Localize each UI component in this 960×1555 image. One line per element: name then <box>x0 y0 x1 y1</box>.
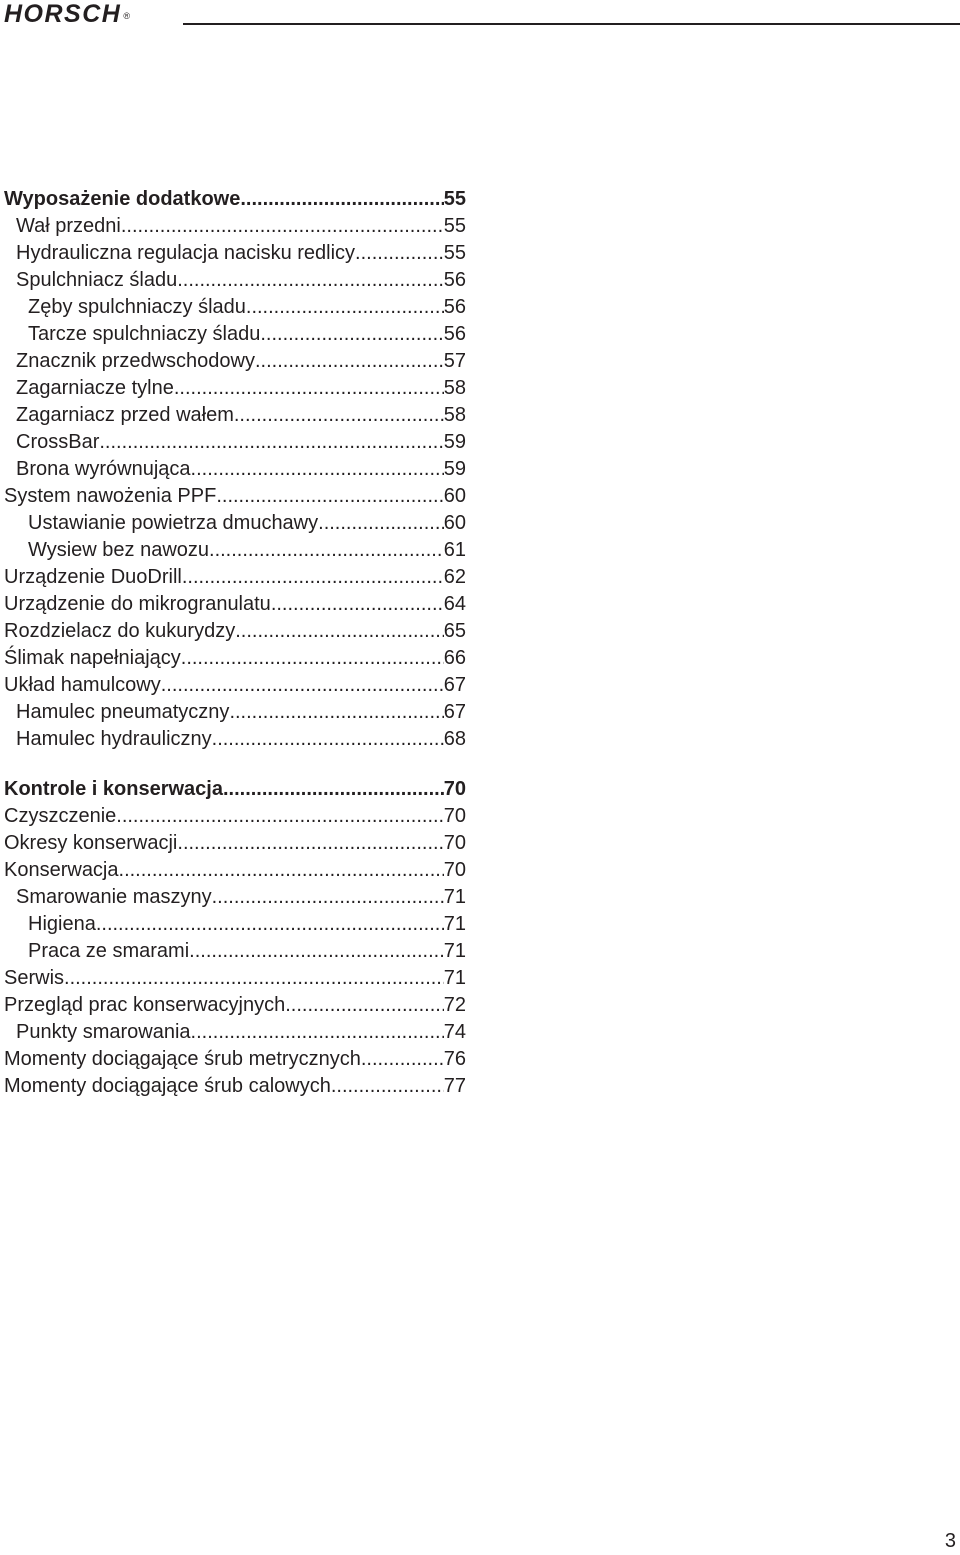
toc-leader-dots <box>64 965 444 992</box>
page-header <box>0 0 960 34</box>
table-of-contents <box>4 186 466 1100</box>
toc-entry[interactable] <box>4 456 466 483</box>
toc-leader-dots <box>216 483 443 510</box>
toc-entry-page[interactable]: 61 <box>443 539 466 561</box>
toc-entry[interactable] <box>4 294 466 321</box>
toc-leader-dots <box>285 992 444 1019</box>
toc-entry-label[interactable]: Okresy konserwacji <box>4 832 178 854</box>
toc-entry-label[interactable]: Higiena <box>28 913 96 935</box>
toc-entry-label[interactable]: CrossBar <box>16 431 100 453</box>
toc-leader-dots <box>177 267 444 294</box>
toc-entry-page[interactable]: 68 <box>443 728 466 750</box>
toc-leader-dots <box>189 938 444 965</box>
toc-entry-label[interactable]: Spulchniacz śladu <box>16 269 178 291</box>
toc-leader-dots <box>235 618 444 645</box>
toc-entry-page[interactable]: 65 <box>443 620 466 642</box>
page-number: 3 <box>944 1530 956 1552</box>
toc-entry-label[interactable]: Smarowanie maszyny <box>16 886 212 908</box>
toc-entry[interactable] <box>4 672 466 699</box>
toc-entry[interactable] <box>4 830 466 857</box>
toc-entry-label[interactable]: Znacznik przedwschodowy <box>16 350 255 372</box>
toc-entry-page[interactable]: 71 <box>443 913 466 935</box>
toc-entry-label[interactable]: Zagarniacze tylne <box>16 377 174 399</box>
toc-entry-label[interactable]: Wyposażenie dodatkowe <box>4 188 241 210</box>
toc-entry[interactable] <box>4 618 466 645</box>
toc-leader-dots <box>181 645 444 672</box>
toc-leader-dots <box>174 375 444 402</box>
toc-leader-dots <box>229 699 443 726</box>
registered-mark: ® <box>123 11 132 21</box>
toc-entry-page[interactable]: 67 <box>443 674 466 696</box>
toc-leader-dots <box>119 857 444 884</box>
toc-leader-dots <box>177 830 443 857</box>
toc-entry-page[interactable]: 71 <box>443 940 466 962</box>
toc-entry-label[interactable]: System nawożenia PPF <box>4 485 217 507</box>
toc-entry-label[interactable]: Praca ze smarami <box>28 940 190 962</box>
toc-entry-page[interactable]: 60 <box>443 485 466 507</box>
horsch-logo <box>4 0 131 28</box>
toc-entry[interactable] <box>4 776 466 803</box>
toc-entry-page[interactable]: 64 <box>443 593 466 615</box>
toc-entry-page[interactable]: 77 <box>443 1075 466 1097</box>
toc-entry-label[interactable]: Brona wyrównująca <box>16 458 191 480</box>
toc-entry-page[interactable]: 60 <box>443 512 466 534</box>
toc-entry-page[interactable]: 66 <box>443 647 466 669</box>
toc-entry[interactable] <box>4 375 466 402</box>
toc-leader-dots <box>116 803 443 830</box>
toc-section <box>4 186 466 753</box>
toc-entry-label[interactable]: Hydrauliczna regulacja nacisku redlicy <box>16 242 356 264</box>
toc-leader-dots <box>223 776 444 803</box>
toc-entry-page[interactable]: 71 <box>443 886 466 908</box>
toc-entry-label[interactable]: Rozdzielacz do kukurydzy <box>4 620 236 642</box>
toc-entry-page[interactable]: 55 <box>443 242 466 264</box>
toc-entry-page[interactable]: 76 <box>443 1048 466 1070</box>
toc-entry[interactable] <box>4 564 466 591</box>
toc-leader-dots <box>260 321 443 348</box>
toc-leader-dots <box>240 186 443 213</box>
toc-section <box>4 776 466 1100</box>
toc-entry-label[interactable]: Przegląd prac konserwacyjnych <box>4 994 286 1016</box>
toc-entry[interactable] <box>4 645 466 672</box>
toc-entry-label[interactable]: Ślimak napełniający <box>4 647 181 669</box>
toc-entry[interactable] <box>4 965 466 992</box>
header-rule <box>183 23 960 25</box>
toc-entry[interactable] <box>4 483 466 510</box>
toc-entry-label[interactable]: Momenty dociągające śrub metrycznych <box>4 1048 361 1070</box>
toc-entry-page[interactable]: 56 <box>443 296 466 318</box>
toc-entry[interactable] <box>4 726 466 753</box>
toc-leader-dots <box>182 564 444 591</box>
toc-entry-page[interactable]: 56 <box>443 269 466 291</box>
toc-entry-page[interactable]: 59 <box>443 458 466 480</box>
toc-entry[interactable] <box>4 240 466 267</box>
toc-entry-label[interactable]: Tarcze spulchniaczy śladu <box>28 323 261 345</box>
toc-entry-page[interactable]: 58 <box>443 404 466 426</box>
toc-entry-label[interactable]: Serwis <box>4 967 65 989</box>
toc-entry[interactable] <box>4 348 466 375</box>
brand-name: HORSCH <box>4 0 122 28</box>
toc-entry-page[interactable]: 70 <box>443 859 466 881</box>
toc-entry-label[interactable]: Zagarniacz przed wałem <box>16 404 234 426</box>
toc-leader-dots <box>234 402 444 429</box>
toc-leader-dots <box>191 1019 444 1046</box>
toc-entry-page[interactable]: 70 <box>443 778 466 800</box>
toc-entry[interactable] <box>4 1019 466 1046</box>
toc-entry[interactable] <box>4 699 466 726</box>
toc-leader-dots <box>246 294 444 321</box>
toc-entry[interactable] <box>4 321 466 348</box>
toc-entry-label[interactable]: Zęby spulchniaczy śladu <box>28 296 246 318</box>
toc-entry[interactable] <box>4 884 466 911</box>
toc-entry-page[interactable]: 58 <box>443 377 466 399</box>
toc-entry-page[interactable]: 55 <box>443 188 466 210</box>
toc-entry[interactable] <box>4 537 466 564</box>
toc-entry-page[interactable]: 71 <box>443 967 466 989</box>
toc-leader-dots <box>99 429 443 456</box>
toc-entry[interactable] <box>4 857 466 884</box>
toc-entry[interactable] <box>4 429 466 456</box>
toc-entry[interactable] <box>4 938 466 965</box>
toc-entry[interactable] <box>4 267 466 294</box>
toc-leader-dots <box>318 510 444 537</box>
toc-entry-label[interactable]: Urządzenie do mikrogranulatu <box>4 593 271 615</box>
toc-entry[interactable] <box>4 591 466 618</box>
toc-entry-label[interactable]: Układ hamulcowy <box>4 674 161 696</box>
toc-entry-label[interactable]: Punkty smarowania <box>16 1021 191 1043</box>
toc-entry[interactable] <box>4 510 466 537</box>
toc-entry-label[interactable]: Hamulec hydrauliczny <box>16 728 212 750</box>
toc-entry-page[interactable]: 57 <box>443 350 466 372</box>
toc-entry-label[interactable]: Momenty dociągające śrub calowych <box>4 1075 331 1097</box>
toc-entry[interactable] <box>4 1046 466 1073</box>
toc-leader-dots <box>361 1046 444 1073</box>
toc-entry-label[interactable]: Hamulec pneumatyczny <box>16 701 230 723</box>
toc-entry-page[interactable]: 55 <box>443 215 466 237</box>
toc-leader-dots <box>191 456 444 483</box>
toc-entry-label[interactable]: Czyszczenie <box>4 805 117 827</box>
toc-entry-label[interactable]: Wysiew bez nawozu <box>28 539 210 561</box>
toc-entry-label[interactable]: Urządzenie DuoDrill <box>4 566 182 588</box>
toc-entry[interactable] <box>4 911 466 938</box>
toc-leader-dots <box>161 672 444 699</box>
toc-entry-label[interactable]: Konserwacja <box>4 859 119 881</box>
toc-leader-dots <box>96 911 444 938</box>
toc-entry[interactable] <box>4 402 466 429</box>
toc-entry[interactable] <box>4 992 466 1019</box>
toc-entry-page[interactable]: 62 <box>443 566 466 588</box>
toc-entry-label[interactable]: Ustawianie powietrza dmuchawy <box>28 512 319 534</box>
toc-entry-label[interactable]: Kontrole i konserwacja <box>4 778 223 800</box>
toc-leader-dots <box>255 348 444 375</box>
toc-leader-dots <box>212 726 444 753</box>
toc-entry[interactable] <box>4 1073 466 1100</box>
toc-leader-dots <box>212 884 444 911</box>
toc-entry-page[interactable]: 72 <box>443 994 466 1016</box>
toc-leader-dots <box>355 240 444 267</box>
toc-leader-dots <box>331 1073 444 1100</box>
toc-entry-page[interactable]: 67 <box>443 701 466 723</box>
toc-entry-page[interactable]: 70 <box>443 805 466 827</box>
toc-entry-page[interactable]: 70 <box>443 832 466 854</box>
toc-entry[interactable] <box>4 213 466 240</box>
toc-entry[interactable] <box>4 186 466 213</box>
toc-leader-dots <box>209 537 444 564</box>
toc-entry-page[interactable]: 59 <box>443 431 466 453</box>
toc-entry-page[interactable]: 74 <box>443 1021 466 1043</box>
toc-entry-page[interactable]: 56 <box>443 323 466 345</box>
toc-entry[interactable] <box>4 803 466 830</box>
toc-leader-dots <box>121 213 444 240</box>
toc-entry-label[interactable]: Wał przedni <box>16 215 121 237</box>
toc-leader-dots <box>271 591 444 618</box>
